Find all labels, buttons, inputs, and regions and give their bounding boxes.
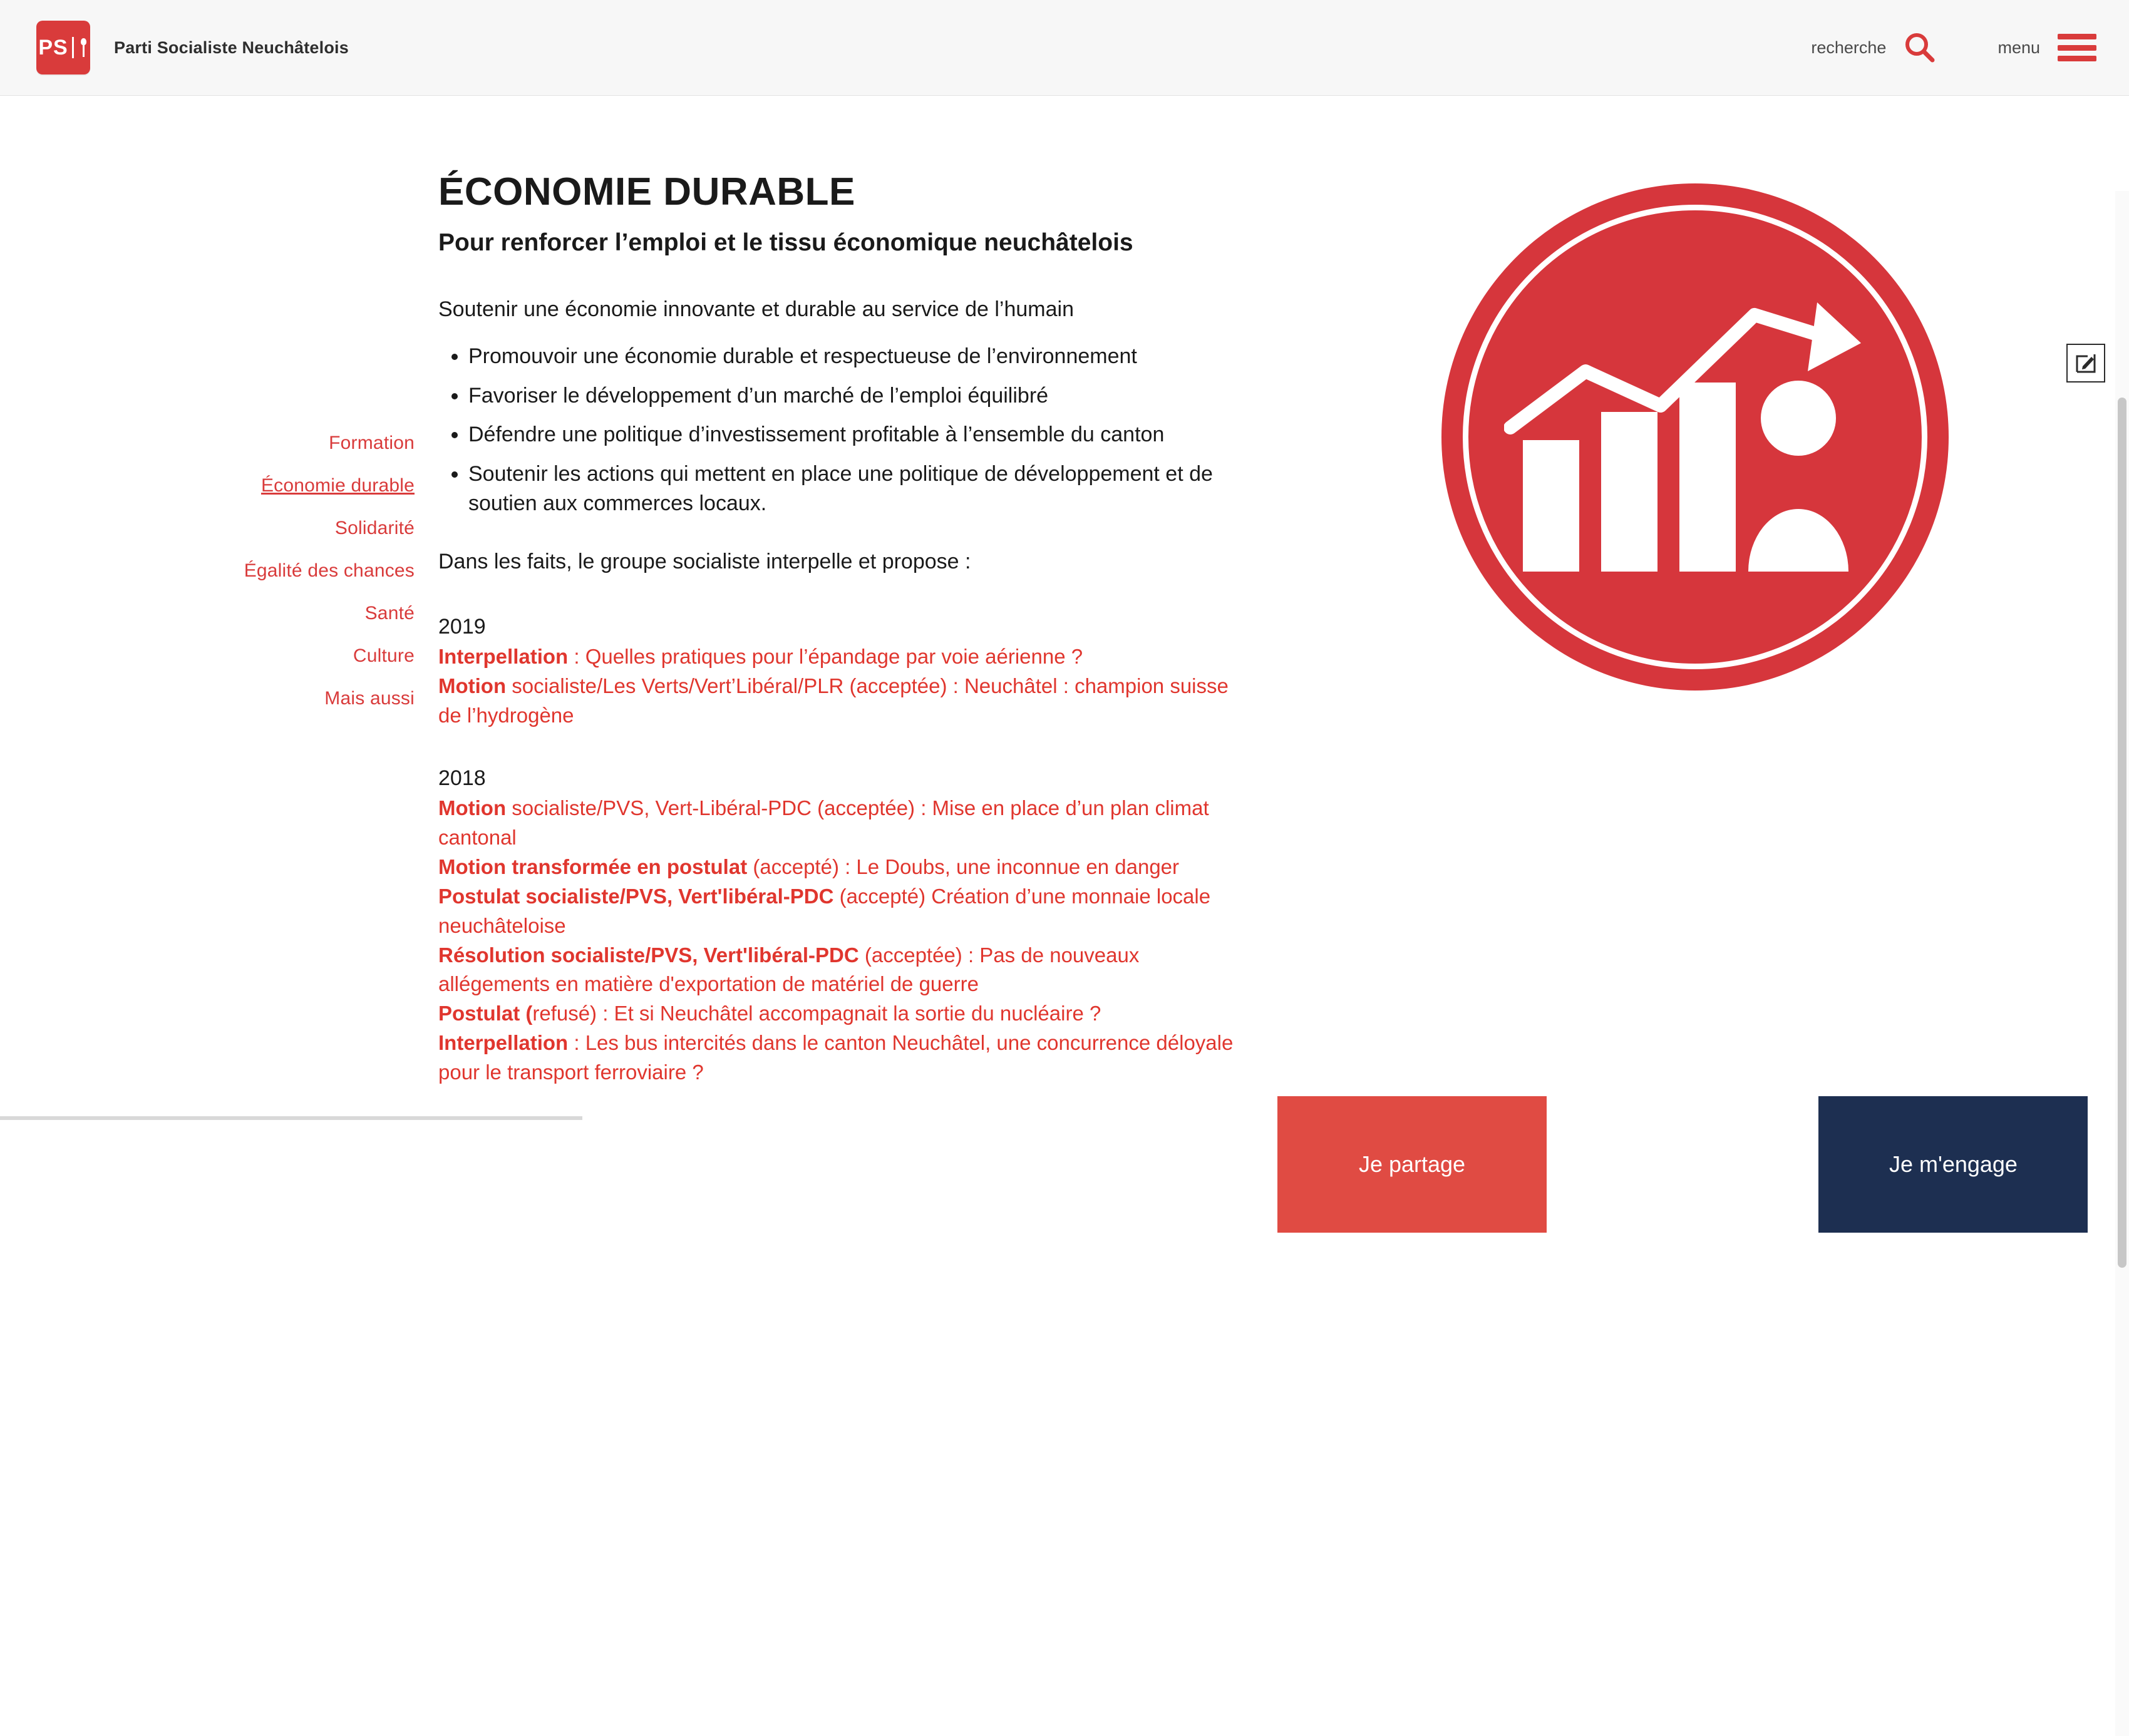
site-title: Parti Socialiste Neuchâtelois xyxy=(114,38,349,57)
year-block xyxy=(438,612,1240,731)
year-blocks xyxy=(438,612,1240,1087)
proposal-entry[interactable] xyxy=(438,853,1240,882)
proposal-type: Postulat socialiste/PVS, Vert'libéral-PDC xyxy=(438,884,834,908)
article-lead: Soutenir une économie innovante et durable au service de l’humain xyxy=(438,297,1074,321)
sidebar-item-solidarit[interactable]: Solidarité xyxy=(334,518,415,538)
site-logo[interactable] xyxy=(36,21,349,74)
proposal-type: Motion transformée en postulat xyxy=(438,855,748,878)
hamburger-icon[interactable] xyxy=(2058,34,2096,61)
bullet-item: • Promouvoir une économie durable et respectueuse de l’environnement xyxy=(468,342,1240,371)
rose-icon xyxy=(78,38,88,57)
sidebar-item-formation[interactable]: Formation xyxy=(329,433,415,453)
year-block xyxy=(438,763,1240,1087)
engage-button[interactable]: Je m'engage xyxy=(1818,1096,2088,1233)
proposal-text: refusé) : Et si Neuchâtel accompagnait la sortie du nucléaire ? xyxy=(532,1002,1101,1025)
article-main xyxy=(438,170,1259,1120)
proposal-type: Interpellation xyxy=(438,1031,569,1055)
year-label: 2018 xyxy=(438,766,486,790)
proposal-entry[interactable] xyxy=(438,642,1240,672)
cta-row xyxy=(1277,1096,2110,1233)
ps-logo-badge[interactable] xyxy=(36,21,90,74)
hamburger-bar xyxy=(2058,56,2096,61)
economy-growth-chart-icon xyxy=(1441,183,1949,691)
article-bullet-list xyxy=(438,342,1240,519)
year-label: 2019 xyxy=(438,615,486,639)
page-subtitle: Pour renforcer l’emploi et le tissu économique neuchâtelois xyxy=(438,229,1133,256)
sidebar-item-conomie-durable[interactable]: Économie durable xyxy=(260,475,415,496)
edit-pencil-icon[interactable] xyxy=(2066,344,2105,383)
page-title: ÉCONOMIE DURABLE xyxy=(438,170,855,213)
proposal-entry[interactable] xyxy=(438,1029,1240,1087)
page-scrollbar-track[interactable] xyxy=(2115,191,2129,1736)
bottom-divider xyxy=(0,1116,582,1120)
bullet-item: • Favoriser le développement d’un marché de l’emploi équilibré xyxy=(468,381,1240,411)
header-actions xyxy=(1811,0,2096,95)
share-button[interactable]: Je partage xyxy=(1277,1096,1547,1233)
page-body xyxy=(0,96,2129,1177)
sidebar-item-mais-aussi[interactable]: Mais aussi xyxy=(324,688,415,709)
proposal-entry[interactable] xyxy=(438,794,1240,853)
content-wrapper xyxy=(0,96,2129,1177)
menu-control[interactable] xyxy=(1998,34,2096,61)
proposal-type: Résolution socialiste/PVS, Vert'libéral-PDC xyxy=(438,943,859,967)
sidebar-item-sant[interactable]: Santé xyxy=(364,603,415,624)
proposal-entry[interactable] xyxy=(438,882,1240,941)
side-nav xyxy=(0,170,438,1120)
proposal-text: (accepté) Création d’une monnaie locale neuchâteloise xyxy=(438,884,1211,937)
search-label: recherche xyxy=(1811,38,1887,57)
proposal-type: Interpellation xyxy=(438,645,569,669)
hamburger-bar xyxy=(2058,34,2096,39)
site-header xyxy=(0,0,2129,96)
proposal-text: socialiste/Les Verts/Vert’Libéral/PLR (acceptée) : Neuchâtel : champion suisse de l’hydrogène xyxy=(438,674,1229,727)
hamburger-bar xyxy=(2058,45,2096,51)
proposal-type: Postulat ( xyxy=(438,1002,533,1025)
logo-initials: PS xyxy=(38,37,73,58)
menu-label: menu xyxy=(1998,38,2040,57)
proposal-type: Motion xyxy=(438,796,507,820)
sidebar-item-culture[interactable]: Culture xyxy=(353,645,415,666)
proposal-text: : Les bus intercités dans le canton Neuchâtel, une concurrence déloyale pour le transport ferroviaire ? xyxy=(438,1031,1234,1084)
proposal-text: : Quelles pratiques pour l’épandage par voie aérienne ? xyxy=(568,645,1083,669)
proposal-text: socialiste/PVS, Vert-Libéral-PDC (acceptée) : Mise en place d’un plan climat cantonal xyxy=(438,796,1209,850)
proposal-entry[interactable] xyxy=(438,672,1240,731)
page-scrollbar-thumb[interactable] xyxy=(2118,398,2126,1268)
article-intro: Dans les faits, le groupe socialiste interpelle et propose : xyxy=(438,550,971,574)
bullet-item: • Soutenir les actions qui mettent en place une politique de développement et de soutien aux commerces locaux. xyxy=(468,460,1240,518)
bullet-item: • Défendre une politique d’investissement profitable à l’ensemble du canton xyxy=(468,420,1240,449)
proposal-entry[interactable] xyxy=(438,941,1240,1000)
proposal-type: Motion xyxy=(438,674,507,698)
proposal-text: (acceptée) : Pas de nouveaux allégements en matière d'exportation de matériel de guerre xyxy=(438,943,1140,996)
proposal-text: (accepté) : Le Doubs, une inconnue en danger xyxy=(747,855,1180,878)
sidebar-item-galit-des-chances[interactable]: Égalité des chances xyxy=(244,560,415,581)
search-control[interactable] xyxy=(1811,31,1936,64)
right-column xyxy=(1259,170,2129,1177)
proposal-entry[interactable] xyxy=(438,999,1240,1029)
search-icon[interactable] xyxy=(1902,31,1936,64)
